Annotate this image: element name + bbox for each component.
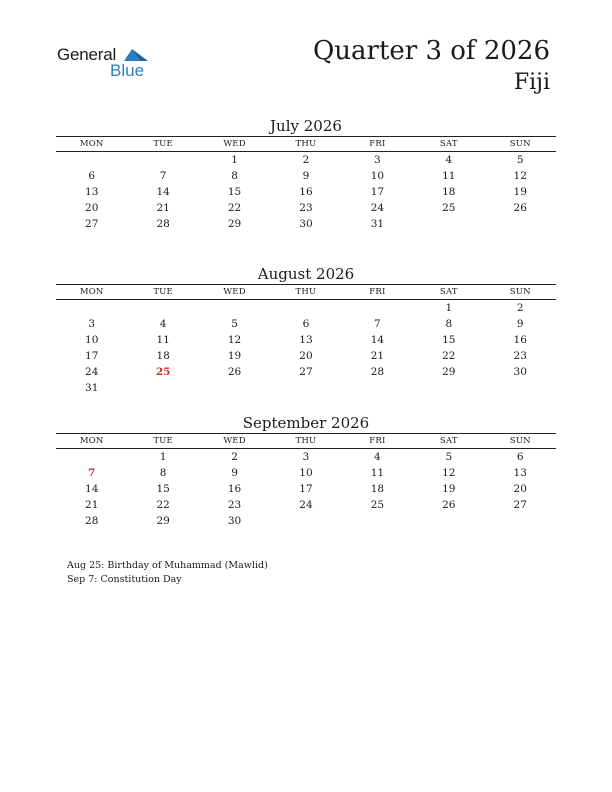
day-cell: 4	[159, 318, 167, 330]
day-cell: 13	[85, 186, 99, 198]
day-cell: 21	[370, 350, 385, 362]
week-row	[56, 465, 556, 481]
weekday-label: SAT	[439, 287, 458, 297]
day-cell: 30	[513, 366, 527, 378]
day-cell: 9	[302, 170, 310, 182]
day-cell: 16	[299, 186, 313, 198]
day-cell: 11	[442, 170, 456, 182]
day-cell: 28	[370, 366, 385, 378]
week-row	[56, 497, 556, 513]
week-row	[56, 184, 556, 200]
day-cell: 9	[231, 467, 238, 479]
day-cell: 29	[227, 218, 242, 230]
day-cell: 11	[370, 467, 385, 479]
day-cell: 26	[513, 202, 527, 214]
weekday-header-row	[56, 136, 556, 152]
month-title: September 2026	[242, 414, 370, 432]
day-cell: 18	[370, 483, 385, 495]
day-cell: 13	[513, 467, 527, 479]
week-row	[56, 316, 556, 332]
country-name: Fiji	[513, 70, 550, 95]
weekday-label: SUN	[509, 287, 531, 297]
weekday-label: WED	[223, 436, 246, 446]
weekday-header-row	[56, 433, 556, 449]
day-cell: 17	[370, 186, 385, 198]
day-cell: 8	[445, 318, 453, 330]
holiday-note: Aug 25: Birthday of Muhammad (Mawlid)	[67, 560, 268, 571]
day-cell: 18	[442, 186, 456, 198]
week-row	[56, 152, 556, 168]
day-cell: 19	[442, 483, 456, 495]
month-september	[56, 413, 556, 529]
weekday-label: THU	[295, 436, 317, 446]
day-cell: 14	[85, 483, 99, 495]
week-row	[56, 216, 556, 232]
day-cell: 31	[85, 382, 99, 394]
day-cell: 3	[88, 318, 96, 330]
weekday-label: SAT	[439, 139, 458, 149]
weekday-label: WED	[223, 139, 246, 149]
day-cell: 20	[85, 202, 99, 214]
day-cell: 5	[231, 318, 238, 330]
month-title: July 2026	[270, 117, 342, 135]
day-cell: 2	[516, 302, 524, 314]
day-cell: 22	[442, 350, 456, 362]
day-cell: 30	[227, 515, 242, 527]
day-cell: 14	[370, 334, 385, 346]
logo-text-general: General	[57, 45, 117, 64]
week-row	[56, 364, 556, 380]
week-row	[56, 449, 556, 465]
weekday-label: SAT	[439, 436, 458, 446]
day-cell: 8	[231, 170, 238, 182]
day-cell: 29	[442, 366, 456, 378]
day-cell: 25	[442, 202, 456, 214]
week-row	[56, 481, 556, 497]
day-cell: 16	[227, 483, 242, 495]
weekday-label: FRI	[369, 287, 386, 297]
day-cell: 28	[156, 218, 170, 230]
day-cell: 1	[159, 451, 167, 463]
weekday-label: FRI	[369, 436, 386, 446]
day-cell: 23	[513, 350, 527, 362]
holiday-note: Sep 7: Constitution Day	[67, 574, 182, 585]
day-cell: 31	[370, 218, 385, 230]
weekday-label: SUN	[509, 436, 531, 446]
day-cell: 5	[516, 154, 524, 166]
day-cell: 26	[442, 499, 456, 511]
month-july	[56, 116, 556, 232]
week-row	[56, 332, 556, 348]
weekday-label: MON	[79, 287, 104, 297]
holiday-notes	[67, 559, 268, 587]
weekday-label: TUE	[153, 139, 173, 149]
weekday-label: THU	[295, 139, 317, 149]
day-cell: 28	[85, 515, 99, 527]
day-cell: 7	[159, 170, 167, 182]
weekday-label: THU	[295, 287, 317, 297]
day-cell: 2	[302, 154, 310, 166]
day-cell: 27	[299, 366, 313, 378]
day-cell: 13	[299, 334, 313, 346]
day-cell: 16	[513, 334, 527, 346]
day-cell: 29	[156, 515, 170, 527]
day-cell: 25	[155, 366, 171, 378]
day-cell: 17	[85, 350, 99, 362]
week-row	[56, 348, 556, 364]
week-row	[56, 380, 556, 396]
day-cell: 21	[156, 202, 170, 214]
month-august	[56, 264, 556, 396]
day-cell: 12	[513, 170, 527, 182]
day-cell: 2	[231, 451, 238, 463]
day-cell: 24	[85, 366, 99, 378]
day-cell: 1	[231, 154, 238, 166]
day-cell: 3	[302, 451, 310, 463]
day-cell: 10	[370, 170, 385, 182]
day-cell: 18	[156, 350, 170, 362]
month-title: August 2026	[257, 265, 355, 283]
day-cell: 15	[156, 483, 170, 495]
day-cell: 15	[442, 334, 456, 346]
day-cell: 12	[227, 334, 242, 346]
day-cell: 7	[374, 318, 381, 330]
weekday-label: WED	[223, 287, 246, 297]
general-blue-logo	[57, 42, 157, 82]
day-cell: 8	[159, 467, 167, 479]
day-cell: 25	[370, 499, 385, 511]
day-cell: 11	[156, 334, 170, 346]
day-cell: 23	[227, 499, 242, 511]
weekday-label: TUE	[153, 436, 173, 446]
day-cell: 20	[513, 483, 527, 495]
day-cell: 22	[156, 499, 170, 511]
day-cell: 7	[88, 467, 96, 479]
week-row	[56, 200, 556, 216]
day-cell: 1	[445, 302, 453, 314]
day-cell: 5	[445, 451, 453, 463]
day-cell: 4	[445, 154, 453, 166]
weekday-label: SUN	[509, 139, 531, 149]
day-cell: 30	[299, 218, 313, 230]
day-cell: 9	[516, 318, 524, 330]
day-cell: 17	[299, 483, 313, 495]
week-row	[56, 513, 556, 529]
day-cell: 24	[370, 202, 385, 214]
weekday-header-row	[56, 284, 556, 300]
day-cell: 22	[227, 202, 242, 214]
day-cell: 21	[85, 499, 99, 511]
day-cell: 19	[227, 350, 242, 362]
day-cell: 10	[299, 467, 313, 479]
day-cell: 26	[227, 366, 242, 378]
weekday-label: MON	[79, 139, 104, 149]
logo-text-blue: Blue	[110, 61, 145, 80]
day-cell: 12	[442, 467, 456, 479]
week-row	[56, 168, 556, 184]
weekday-label: FRI	[369, 139, 386, 149]
day-cell: 15	[227, 186, 242, 198]
day-cell: 4	[374, 451, 381, 463]
day-cell: 27	[513, 499, 527, 511]
day-cell: 6	[516, 451, 524, 463]
day-cell: 6	[88, 170, 96, 182]
day-cell: 10	[85, 334, 99, 346]
day-cell: 27	[85, 218, 99, 230]
page-title: Quarter 3 of 2026	[312, 36, 550, 66]
day-cell: 23	[299, 202, 313, 214]
day-cell: 24	[299, 499, 313, 511]
day-cell: 3	[374, 154, 381, 166]
day-cell: 14	[156, 186, 170, 198]
week-row	[56, 300, 556, 316]
day-cell: 19	[513, 186, 527, 198]
weekday-label: TUE	[153, 287, 173, 297]
day-cell: 20	[299, 350, 313, 362]
day-cell: 6	[302, 318, 310, 330]
weekday-label: MON	[79, 436, 104, 446]
